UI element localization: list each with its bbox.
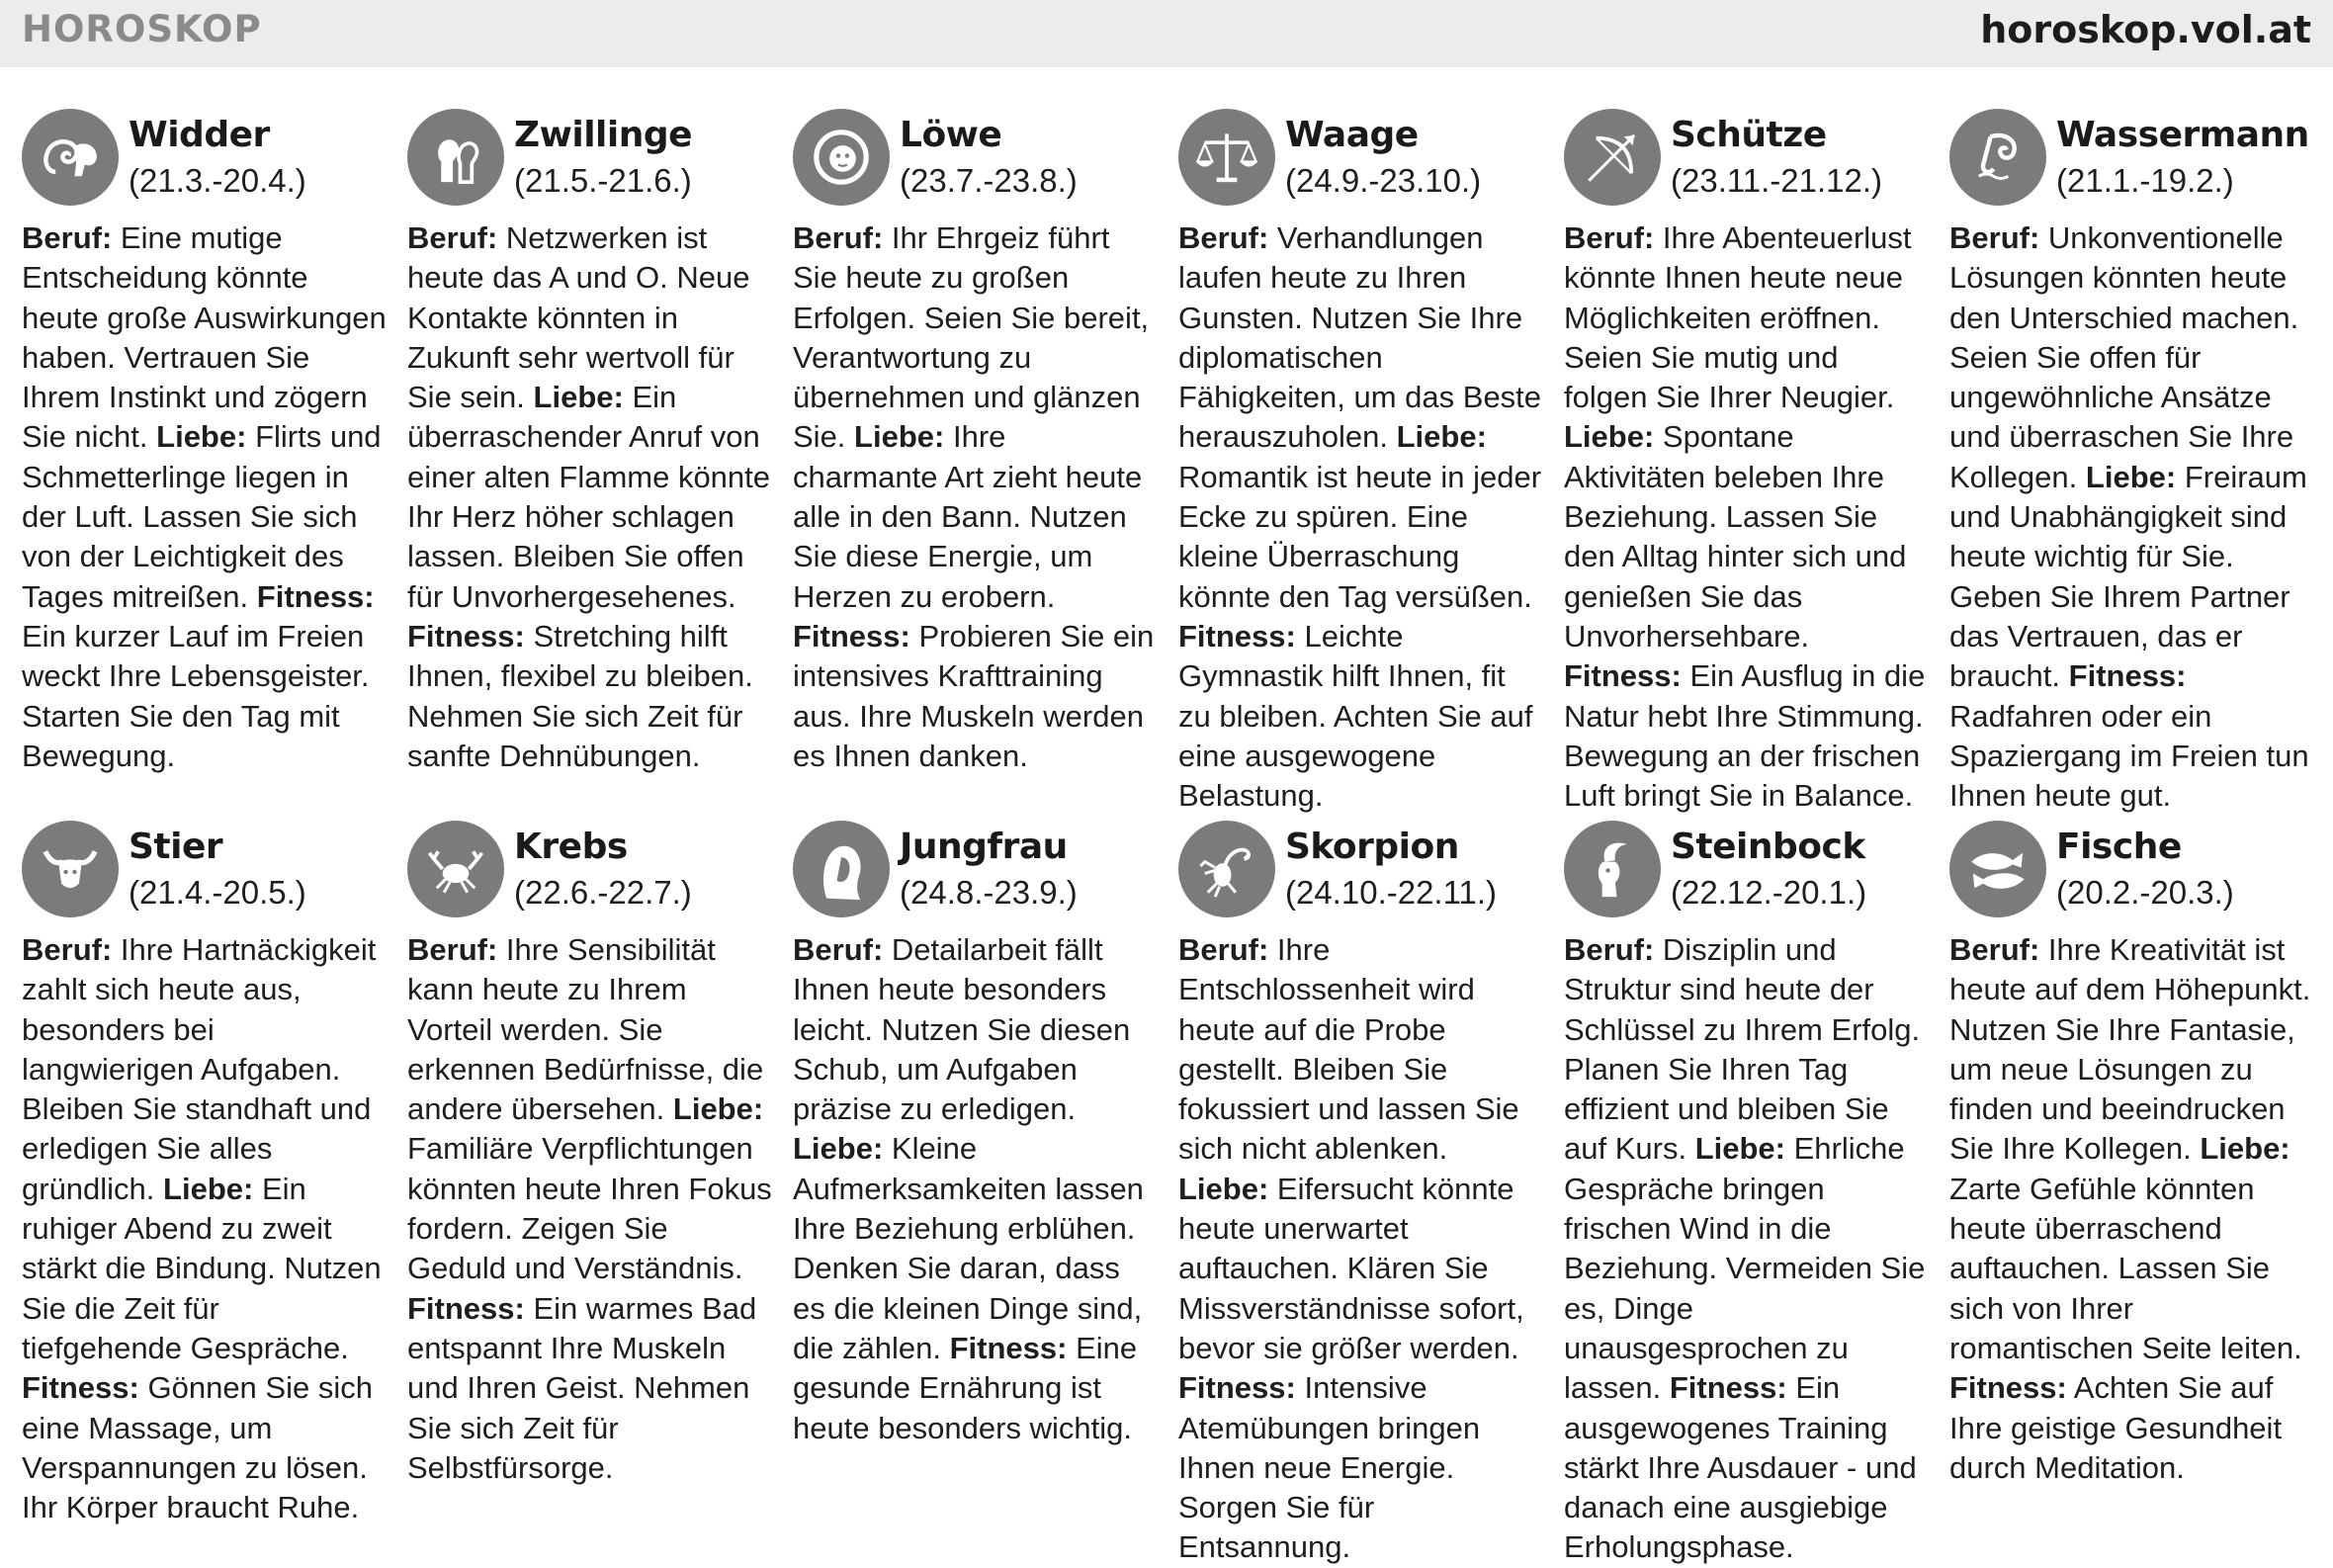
liebe-text: Flirts und Schmetterlinge liegen in der Luft. Lassen Sie sich von der Leichtigkeit des Tages mitreißen. [22,419,382,614]
liebe-label: Liebe: [533,380,624,415]
beruf-label: Beruf: [1564,220,1655,255]
fitness-label: Fitness: [1949,1370,2067,1406]
scales-icon [1178,109,1275,206]
liebe-label: Liebe: [854,419,945,455]
sign-text [1949,218,2315,816]
fitness-label: Fitness: [256,578,375,614]
sign-header [1564,107,1930,211]
beruf-label: Beruf: [1949,932,2040,967]
beruf-label: Beruf: [1178,220,1269,255]
sign-header [1949,819,2315,922]
liebe-text: Eifersucht könnte heute unerwartet auftauchen. Klären Sie Missverständnisse sofort, bevor sie größer werden. [1178,1171,1524,1365]
sign-widder [22,107,388,776]
liebe-text: Romantik ist heute in jeder Ecke zu spüren. Eine kleine Überraschung könnte den Tag versüßen. [1178,459,1542,614]
beruf-label: Beruf: [22,220,113,255]
fitness-text: Radfahren oder ein Spaziergang im Freien tun Ihnen heute gut. [1949,698,2309,814]
beruf-label: Beruf: [22,932,113,967]
sign-name: Skorpion [1285,827,1459,867]
sign-header [407,107,773,211]
beruf-text: Ihre Hartnäckigkeit zahlt sich heute aus, besonders bei langwierigen Aufgaben. Bleiben Sie standhaft und erledigen Sie alles gründlich. [22,932,377,1206]
sign-dates: (23.7.-23.8.) [900,162,1078,199]
sign-header [22,819,388,922]
sign-header [1178,107,1544,211]
sign-name: Jungfrau [900,827,1068,867]
sign-text [22,218,388,776]
fitness-text: Ein Ausflug in die Natur hebt Ihre Stimmung. Bewegung an der frischen Luft bringt Sie in Balance. [1564,658,1926,814]
fitness-text: Ein ausgewogenes Training stärkt Ihre Ausdauer - und danach eine ausgiebige Erholungsphase. [1564,1370,1917,1565]
sign-jungfrau [793,819,1159,1448]
liebe-label: Liebe: [1396,419,1487,455]
sign-text [1178,218,1544,816]
sign-wassermann [1949,107,2315,816]
fitness-label: Fitness: [407,618,525,653]
beruf-text: Ihre Entschlossenheit wird heute auf die Probe gestellt. Bleiben Sie fokussiert und lassen Sie sich nicht ablenken. [1178,932,1519,1167]
sign-text [22,930,388,1527]
beruf-label: Beruf: [407,932,498,967]
fitness-text: Stretching hilft Ihnen, flexibel zu bleiben. Nehmen Sie sich Zeit für sanfte Dehnübungen. [407,618,753,773]
beruf-text: Ihre Kreativität ist heute auf dem Höhepunkt. Nutzen Sie Ihre Fantasie, um neue Lösungen zu finden und beeindrucken Sie Ihre Kollegen. [1949,932,2311,1167]
sign-text [793,218,1159,776]
fitness-text: Ein warmes Bad entspannt Ihre Muskeln und Ihren Geist. Nehmen Sie sich Zeit für Selbstfürsorge. [407,1290,757,1485]
beruf-text: Unkonventionelle Lösungen könnten heute den Unterschied machen. Seien Sie offen für ungewöhnliche Ansätze und überraschen Sie Ihre Kollegen. [1949,220,2299,494]
sign-dates: (24.9.-23.10.) [1285,162,1482,199]
site-url[interactable]: horoskop.vol.at [1980,8,2311,51]
sign-fische [1949,819,2315,1488]
sign-header [1949,107,2315,211]
liebe-label: Liebe: [672,1091,764,1127]
archer-icon [1564,109,1661,206]
sign-name: Waage [1285,115,1419,155]
sign-dates: (22.6.-22.7.) [514,874,692,911]
beruf-label: Beruf: [793,932,884,967]
crab-icon [407,821,504,917]
sign-text [1178,930,1544,1568]
liebe-text: Zarte Gefühle könnten heute überraschend auftauchen. Lassen Sie sich von Ihrer romantischen Seite leiten. [1949,1171,2302,1365]
liebe-text: Ein ruhiger Abend zu zweit stärkt die Bindung. Nutzen Sie die Zeit für tiefgehende Gespräche. [22,1171,382,1365]
page-header [0,0,2333,67]
sign-name: Löwe [900,115,1002,155]
liebe-label: Liebe: [2085,459,2177,494]
liebe-text: Ehrliche Gespräche bringen frischen Wind in die Beziehung. Vermeiden Sie es, Dinge unausgesprochen zu lassen. [1564,1131,1926,1406]
beruf-text: Ihre Abenteuerlust könnte Ihnen heute neue Möglichkeiten eröffnen. Seien Sie mutig und folgen Sie Ihrer Neugier. [1564,220,1912,415]
sign-dates: (24.10.-22.11.) [1285,874,1498,911]
sign-name: Fische [2056,827,2182,867]
beruf-text: Netzwerken ist heute das A und O. Neue Kontakte könnten in Zukunft sehr wertvoll für Sie sein. [407,220,750,415]
sign-schuetze [1564,107,1930,816]
fitness-label: Fitness: [1178,618,1296,653]
fitness-text: Gönnen Sie sich eine Massage, um Verspannungen zu lösen. Ihr Körper braucht Ruhe. [22,1370,373,1525]
liebe-label: Liebe: [1178,1171,1269,1206]
beruf-label: Beruf: [1564,932,1655,967]
liebe-label: Liebe: [2200,1131,2290,1167]
liebe-text: Kleine Aufmerksamkeiten lassen Ihre Beziehung erblühen. Denken Sie daran, dass es die kleinen Dinge sind, die zählen. [793,1131,1144,1365]
sign-dates: (20.2.-20.3.) [2056,874,2234,911]
sign-name: Stier [129,827,223,867]
beruf-label: Beruf: [407,220,498,255]
ram-icon [22,109,119,206]
virgin-icon [793,821,890,917]
sign-header [793,107,1159,211]
sign-text [407,218,773,776]
fitness-label: Fitness: [407,1290,525,1326]
sign-zwillinge [407,107,773,776]
sign-name: Krebs [514,827,628,867]
beruf-text: Ihre Sensibilität kann heute zu Ihrem Vorteil werden. Sie erkennen Bedürfnisse, die andere übersehen. [407,932,764,1127]
goat-icon [1564,821,1661,917]
liebe-label: Liebe: [163,1171,254,1206]
liebe-text: Spontane Aktivitäten beleben Ihre Beziehung. Lassen Sie den Alltag hinter sich und genießen Sie das Unvorhersehbare. [1564,419,1907,653]
sign-header [1178,819,1544,922]
twins-icon [407,109,504,206]
sign-skorpion [1178,819,1544,1568]
sign-dates: (21.4.-20.5.) [129,874,306,911]
sign-dates: (21.1.-19.2.) [2056,162,2234,199]
beruf-label: Beruf: [793,220,884,255]
sign-dates: (22.12.-20.1.) [1671,874,1867,911]
water-bearer-icon [1949,109,2046,206]
fitness-text: Probieren Sie ein intensives Krafttraining aus. Ihre Muskeln werden es Ihnen danken. [793,618,1155,773]
sign-text [1949,930,2315,1488]
fitness-label: Fitness: [22,1370,139,1406]
fitness-text: Achten Sie auf Ihre geistige Gesundheit durch Meditation. [1949,1370,2283,1485]
sign-name: Steinbock [1671,827,1865,867]
scorpion-icon [1178,821,1275,917]
liebe-label: Liebe: [1694,1131,1785,1167]
liebe-label: Liebe: [1564,419,1655,455]
sign-steinbock [1564,819,1930,1568]
fitness-label: Fitness: [1669,1370,1787,1406]
sign-header [407,819,773,922]
fitness-text: Eine gesunde Ernährung ist heute besonders wichtig. [793,1330,1138,1445]
fitness-label: Fitness: [1564,658,1682,694]
beruf-text: Eine mutige Entscheidung könnte heute große Auswirkungen haben. Vertrauen Sie Ihrem Instinkt und zögern Sie nicht. [22,220,387,455]
sign-name: Schütze [1671,115,1827,155]
beruf-text: Detailarbeit fällt Ihnen heute besonders leicht. Nutzen Sie diesen Schub, um Aufgaben präzise zu erledigen. [793,932,1131,1127]
beruf-label: Beruf: [1178,932,1269,967]
lion-icon [793,109,890,206]
section-title: HOROSKOP [22,8,262,50]
fitness-label: Fitness: [793,618,910,653]
sign-text [407,930,773,1488]
sign-header [793,819,1159,922]
liebe-text: Freiraum und Unabhängigkeit sind heute wichtig für Sie. Geben Sie Ihrem Partner das Vertrauen, das er braucht. [1949,459,2307,694]
liebe-label: Liebe: [793,1131,884,1167]
sign-name: Wassermann [2056,115,2309,155]
sign-text [1564,218,1930,816]
sign-dates: (21.5.-21.6.) [514,162,692,199]
beruf-label: Beruf: [1949,220,2040,255]
liebe-text: Ihre charmante Art zieht heute alle in den Bann. Nutzen Sie diese Energie, um Herzen zu erobern. [793,419,1143,614]
liebe-text: Familiäre Verpflichtungen könnten heute Ihren Fokus fordern. Zeigen Sie Geduld und Verständnis. [407,1131,772,1286]
sign-loewe [793,107,1159,776]
fitness-text: Intensive Atemübungen bringen Ihnen neue Energie. Sorgen Sie für Entsannung. [1178,1370,1481,1565]
fitness-text: Ein kurzer Lauf im Freien weckt Ihre Lebensgeister. Starten Sie den Tag mit Bewegung. [22,618,370,773]
beruf-text: Disziplin und Struktur sind heute der Schlüssel zu Ihrem Erfolg. Planen Sie Ihren Tag effizient und bleiben Sie auf Kurs. [1564,932,1921,1167]
sign-header [22,107,388,211]
sign-name: Zwillinge [514,115,693,155]
sign-dates: (24.8.-23.9.) [900,874,1078,911]
sign-waage [1178,107,1544,816]
sign-dates: (21.3.-20.4.) [129,162,306,199]
fish-icon [1949,821,2046,917]
sign-header [1564,819,1930,922]
fitness-text: Leichte Gymnastik hilft Ihnen, fit zu bleiben. Achten Sie auf eine ausgewogene Belastung. [1178,618,1533,814]
bull-icon [22,821,119,917]
fitness-label: Fitness: [949,1330,1068,1365]
sign-text [1564,930,1930,1568]
fitness-label: Fitness: [2068,658,2187,694]
liebe-text: Ein überraschender Anruf von einer alten Flamme könnte Ihr Herz höher schlagen lassen. Bleiben Sie offen für Unvorhergesehenes. [407,380,771,614]
sign-text [793,930,1159,1448]
beruf-text: Verhandlungen laufen heute zu Ihren Gunsten. Nutzen Sie Ihre diplomatischen Fähigkeiten, um das Beste herauszuholen. [1178,220,1542,455]
sign-stier [22,819,388,1527]
sign-name: Widder [129,115,270,155]
beruf-text: Ihr Ehrgeiz führt Sie heute zu großen Erfolgen. Seien Sie bereit, Verantwortung zu übernehmen und glänzen Sie. [793,220,1150,455]
liebe-label: Liebe: [156,419,247,455]
sign-dates: (23.11.-21.12.) [1671,162,1883,199]
fitness-label: Fitness: [1178,1370,1296,1406]
sign-krebs [407,819,773,1488]
